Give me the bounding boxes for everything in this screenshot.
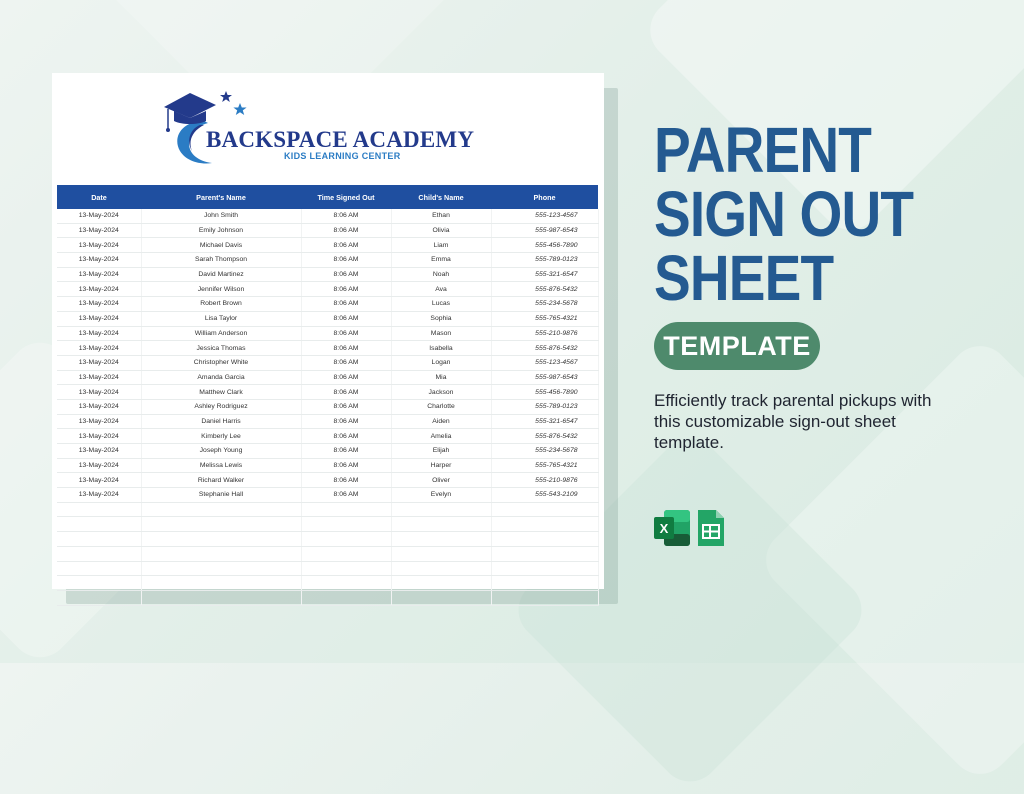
academy-subtitle: KIDS LEARNING CENTER <box>284 151 401 161</box>
empty-cell[interactable] <box>141 561 301 576</box>
phone-cell[interactable]: 555-987-6543 <box>491 370 598 385</box>
time-signed-out-cell[interactable]: 8:06 AM <box>301 223 391 238</box>
empty-cell[interactable] <box>391 546 491 561</box>
child-name-cell[interactable]: Lucas <box>391 297 491 312</box>
parent-name-cell[interactable]: Kimberly Lee <box>141 429 301 444</box>
column-header: Date <box>57 185 141 209</box>
phone-cell[interactable]: 555-123-4567 <box>491 209 598 223</box>
phone-cell[interactable]: 555-210-9876 <box>491 326 598 341</box>
date-cell[interactable]: 13-May-2024 <box>57 209 141 223</box>
phone-cell[interactable]: 555-876-5432 <box>491 282 598 297</box>
phone-cell[interactable]: 555-765-4321 <box>491 311 598 326</box>
parent-name-cell[interactable]: Robert Brown <box>141 297 301 312</box>
child-name-cell[interactable]: Ava <box>391 282 491 297</box>
time-signed-out-cell[interactable]: 8:06 AM <box>301 488 391 503</box>
child-name-cell[interactable]: Sophia <box>391 311 491 326</box>
empty-cell[interactable] <box>491 546 598 561</box>
date-cell[interactable]: 13-May-2024 <box>57 223 141 238</box>
table-row <box>57 488 598 503</box>
empty-cell[interactable] <box>491 576 598 591</box>
phone-cell[interactable]: 555-543-2109 <box>491 488 598 503</box>
phone-cell[interactable]: 555-321-6547 <box>491 414 598 429</box>
empty-table-row <box>57 517 598 532</box>
empty-cell[interactable] <box>57 561 141 576</box>
empty-cell[interactable] <box>141 546 301 561</box>
empty-table-row <box>57 590 598 605</box>
phone-cell[interactable]: 555-234-5678 <box>491 444 598 459</box>
empty-cell[interactable] <box>57 517 141 532</box>
template-badge: TEMPLATE <box>654 322 820 370</box>
time-signed-out-cell[interactable]: 8:06 AM <box>301 444 391 459</box>
table-row <box>57 473 598 488</box>
parent-name-cell[interactable]: Richard Walker <box>141 473 301 488</box>
svg-text:X: X <box>659 521 669 536</box>
date-cell[interactable]: 13-May-2024 <box>57 414 141 429</box>
parent-name-cell[interactable]: Jessica Thomas <box>141 341 301 356</box>
table-row <box>57 458 598 473</box>
time-signed-out-cell[interactable]: 8:06 AM <box>301 414 391 429</box>
empty-cell[interactable] <box>301 590 391 605</box>
title-line: SIGN OUT <box>654 178 914 250</box>
time-signed-out-cell[interactable]: 8:06 AM <box>301 355 391 370</box>
date-cell[interactable]: 13-May-2024 <box>57 370 141 385</box>
academy-logo <box>160 85 475 165</box>
table-row <box>57 341 598 356</box>
time-signed-out-cell[interactable]: 8:06 AM <box>301 311 391 326</box>
table-row <box>57 429 598 444</box>
table-row <box>57 414 598 429</box>
child-name-cell[interactable]: Emma <box>391 253 491 268</box>
empty-cell[interactable] <box>391 502 491 517</box>
phone-cell[interactable]: 555-789-0123 <box>491 253 598 268</box>
title-line: SHEET <box>654 242 834 314</box>
empty-cell[interactable] <box>141 502 301 517</box>
date-cell[interactable]: 13-May-2024 <box>57 238 141 253</box>
child-name-cell[interactable]: Mason <box>391 326 491 341</box>
table-row <box>57 267 598 282</box>
empty-cell[interactable] <box>141 590 301 605</box>
parent-name-cell[interactable]: John Smith <box>141 209 301 223</box>
empty-cell[interactable] <box>301 517 391 532</box>
parent-name-cell[interactable]: Emily Johnson <box>141 223 301 238</box>
parent-name-cell[interactable]: Sarah Thompson <box>141 253 301 268</box>
table-row <box>57 355 598 370</box>
child-name-cell[interactable]: Elijah <box>391 444 491 459</box>
empty-cell[interactable] <box>57 576 141 591</box>
empty-cell[interactable] <box>57 590 141 605</box>
parent-name-cell[interactable]: Daniel Harris <box>141 414 301 429</box>
child-name-cell[interactable]: Logan <box>391 355 491 370</box>
sign-out-sheet <box>52 73 604 589</box>
child-name-cell[interactable]: Isabella <box>391 341 491 356</box>
star-icon <box>220 91 232 102</box>
child-name-cell[interactable]: Jackson <box>391 385 491 400</box>
table-row <box>57 385 598 400</box>
table-row <box>57 311 598 326</box>
date-cell[interactable]: 13-May-2024 <box>57 311 141 326</box>
app-icons <box>654 508 734 548</box>
empty-cell[interactable] <box>57 502 141 517</box>
google-sheets-icon <box>698 510 724 546</box>
parent-name-cell[interactable]: Christopher White <box>141 355 301 370</box>
empty-cell[interactable] <box>491 561 598 576</box>
table-row <box>57 253 598 268</box>
table-row <box>57 282 598 297</box>
date-cell[interactable]: 13-May-2024 <box>57 282 141 297</box>
date-cell[interactable]: 13-May-2024 <box>57 458 141 473</box>
child-name-cell[interactable]: Harper <box>391 458 491 473</box>
phone-cell[interactable]: 555-234-5678 <box>491 297 598 312</box>
date-cell[interactable]: 13-May-2024 <box>57 444 141 459</box>
empty-cell[interactable] <box>391 517 491 532</box>
empty-cell[interactable] <box>491 532 598 547</box>
empty-table-row <box>57 561 598 576</box>
parent-name-cell[interactable]: Lisa Taylor <box>141 311 301 326</box>
time-signed-out-cell[interactable]: 8:06 AM <box>301 209 391 223</box>
time-signed-out-cell[interactable]: 8:06 AM <box>301 473 391 488</box>
time-signed-out-cell[interactable]: 8:06 AM <box>301 385 391 400</box>
table-header-row <box>57 185 598 209</box>
empty-cell[interactable] <box>57 532 141 547</box>
empty-table-row <box>57 576 598 591</box>
empty-cell[interactable] <box>301 546 391 561</box>
date-cell[interactable]: 13-May-2024 <box>57 297 141 312</box>
phone-cell[interactable]: 555-456-7890 <box>491 238 598 253</box>
empty-cell[interactable] <box>301 576 391 591</box>
table-row <box>57 444 598 459</box>
table-row <box>57 238 598 253</box>
child-name-cell[interactable]: Aiden <box>391 414 491 429</box>
empty-cell[interactable] <box>301 561 391 576</box>
time-signed-out-cell[interactable]: 8:06 AM <box>301 370 391 385</box>
column-header: Parent's Name <box>141 185 301 209</box>
time-signed-out-cell[interactable]: 8:06 AM <box>301 458 391 473</box>
table-row <box>57 297 598 312</box>
date-cell[interactable]: 13-May-2024 <box>57 473 141 488</box>
empty-table-row <box>57 546 598 561</box>
empty-cell[interactable] <box>301 532 391 547</box>
sign-out-table <box>57 185 598 606</box>
date-cell[interactable]: 13-May-2024 <box>57 429 141 444</box>
column-header: Time Signed Out <box>301 185 391 209</box>
child-name-cell[interactable]: Charlotte <box>391 399 491 414</box>
parent-name-cell[interactable]: Ashley Rodriguez <box>141 399 301 414</box>
parent-name-cell[interactable]: William Anderson <box>141 326 301 341</box>
phone-cell[interactable]: 555-123-4567 <box>491 355 598 370</box>
child-name-cell[interactable]: Noah <box>391 267 491 282</box>
parent-name-cell[interactable]: Michael Davis <box>141 238 301 253</box>
date-cell[interactable]: 13-May-2024 <box>57 341 141 356</box>
empty-cell[interactable] <box>141 576 301 591</box>
parent-name-cell[interactable]: Matthew Clark <box>141 385 301 400</box>
table-row <box>57 223 598 238</box>
phone-cell[interactable]: 555-876-5432 <box>491 429 598 444</box>
empty-cell[interactable] <box>301 502 391 517</box>
parent-name-cell[interactable]: David Martinez <box>141 267 301 282</box>
star-icon <box>233 103 246 115</box>
empty-cell[interactable] <box>491 517 598 532</box>
parent-name-cell[interactable]: Jennifer Wilson <box>141 282 301 297</box>
date-cell[interactable]: 13-May-2024 <box>57 385 141 400</box>
phone-cell[interactable]: 555-789-0123 <box>491 399 598 414</box>
time-signed-out-cell[interactable]: 8:06 AM <box>301 238 391 253</box>
empty-cell[interactable] <box>391 576 491 591</box>
child-name-cell[interactable]: Ethan <box>391 209 491 223</box>
description-text: Efficiently track parental pickups with this customizable sign-out sheet template. <box>654 391 932 452</box>
time-signed-out-cell[interactable]: 8:06 AM <box>301 282 391 297</box>
excel-icon <box>654 510 690 546</box>
child-name-cell[interactable]: Mia <box>391 370 491 385</box>
date-cell[interactable]: 13-May-2024 <box>57 267 141 282</box>
phone-cell[interactable]: 555-321-6547 <box>491 267 598 282</box>
phone-cell[interactable]: 555-765-4321 <box>491 458 598 473</box>
child-name-cell[interactable]: Oliver <box>391 473 491 488</box>
table-row <box>57 326 598 341</box>
phone-cell[interactable]: 555-210-9876 <box>491 473 598 488</box>
parent-name-cell[interactable]: Joseph Young <box>141 444 301 459</box>
date-cell[interactable]: 13-May-2024 <box>57 399 141 414</box>
date-cell[interactable]: 13-May-2024 <box>57 355 141 370</box>
academy-name: BACKSPACE ACADEMY <box>206 127 475 152</box>
empty-cell[interactable] <box>141 517 301 532</box>
date-cell[interactable]: 13-May-2024 <box>57 488 141 503</box>
phone-cell[interactable]: 555-987-6543 <box>491 223 598 238</box>
time-signed-out-cell[interactable]: 8:06 AM <box>301 399 391 414</box>
time-signed-out-cell[interactable]: 8:06 AM <box>301 267 391 282</box>
date-cell[interactable]: 13-May-2024 <box>57 253 141 268</box>
empty-cell[interactable] <box>391 590 491 605</box>
empty-cell[interactable] <box>141 532 301 547</box>
column-header: Child's Name <box>391 185 491 209</box>
empty-cell[interactable] <box>491 502 598 517</box>
empty-cell[interactable] <box>57 546 141 561</box>
table-row <box>57 209 598 223</box>
table-body <box>57 209 598 605</box>
time-signed-out-cell[interactable]: 8:06 AM <box>301 429 391 444</box>
empty-table-row <box>57 532 598 547</box>
child-name-cell[interactable]: Amelia <box>391 429 491 444</box>
time-signed-out-cell[interactable]: 8:06 AM <box>301 341 391 356</box>
title-line: PARENT <box>654 114 872 186</box>
phone-cell[interactable]: 555-456-7890 <box>491 385 598 400</box>
child-name-cell[interactable]: Olivia <box>391 223 491 238</box>
date-cell[interactable]: 13-May-2024 <box>57 326 141 341</box>
child-name-cell[interactable]: Liam <box>391 238 491 253</box>
empty-cell[interactable] <box>391 532 491 547</box>
table-row <box>57 399 598 414</box>
column-header: Phone <box>491 185 598 209</box>
logo-emblem <box>160 85 260 165</box>
time-signed-out-cell[interactable]: 8:06 AM <box>301 326 391 341</box>
child-name-cell[interactable]: Evelyn <box>391 488 491 503</box>
time-signed-out-cell[interactable]: 8:06 AM <box>301 253 391 268</box>
empty-cell[interactable] <box>491 590 598 605</box>
empty-cell[interactable] <box>391 561 491 576</box>
table-row <box>57 370 598 385</box>
phone-cell[interactable]: 555-876-5432 <box>491 341 598 356</box>
parent-name-cell[interactable]: Melissa Lewis <box>141 458 301 473</box>
time-signed-out-cell[interactable]: 8:06 AM <box>301 297 391 312</box>
parent-name-cell[interactable]: Amanda Garcia <box>141 370 301 385</box>
parent-name-cell[interactable]: Stephanie Hall <box>141 488 301 503</box>
empty-table-row <box>57 502 598 517</box>
page-title <box>654 114 946 314</box>
